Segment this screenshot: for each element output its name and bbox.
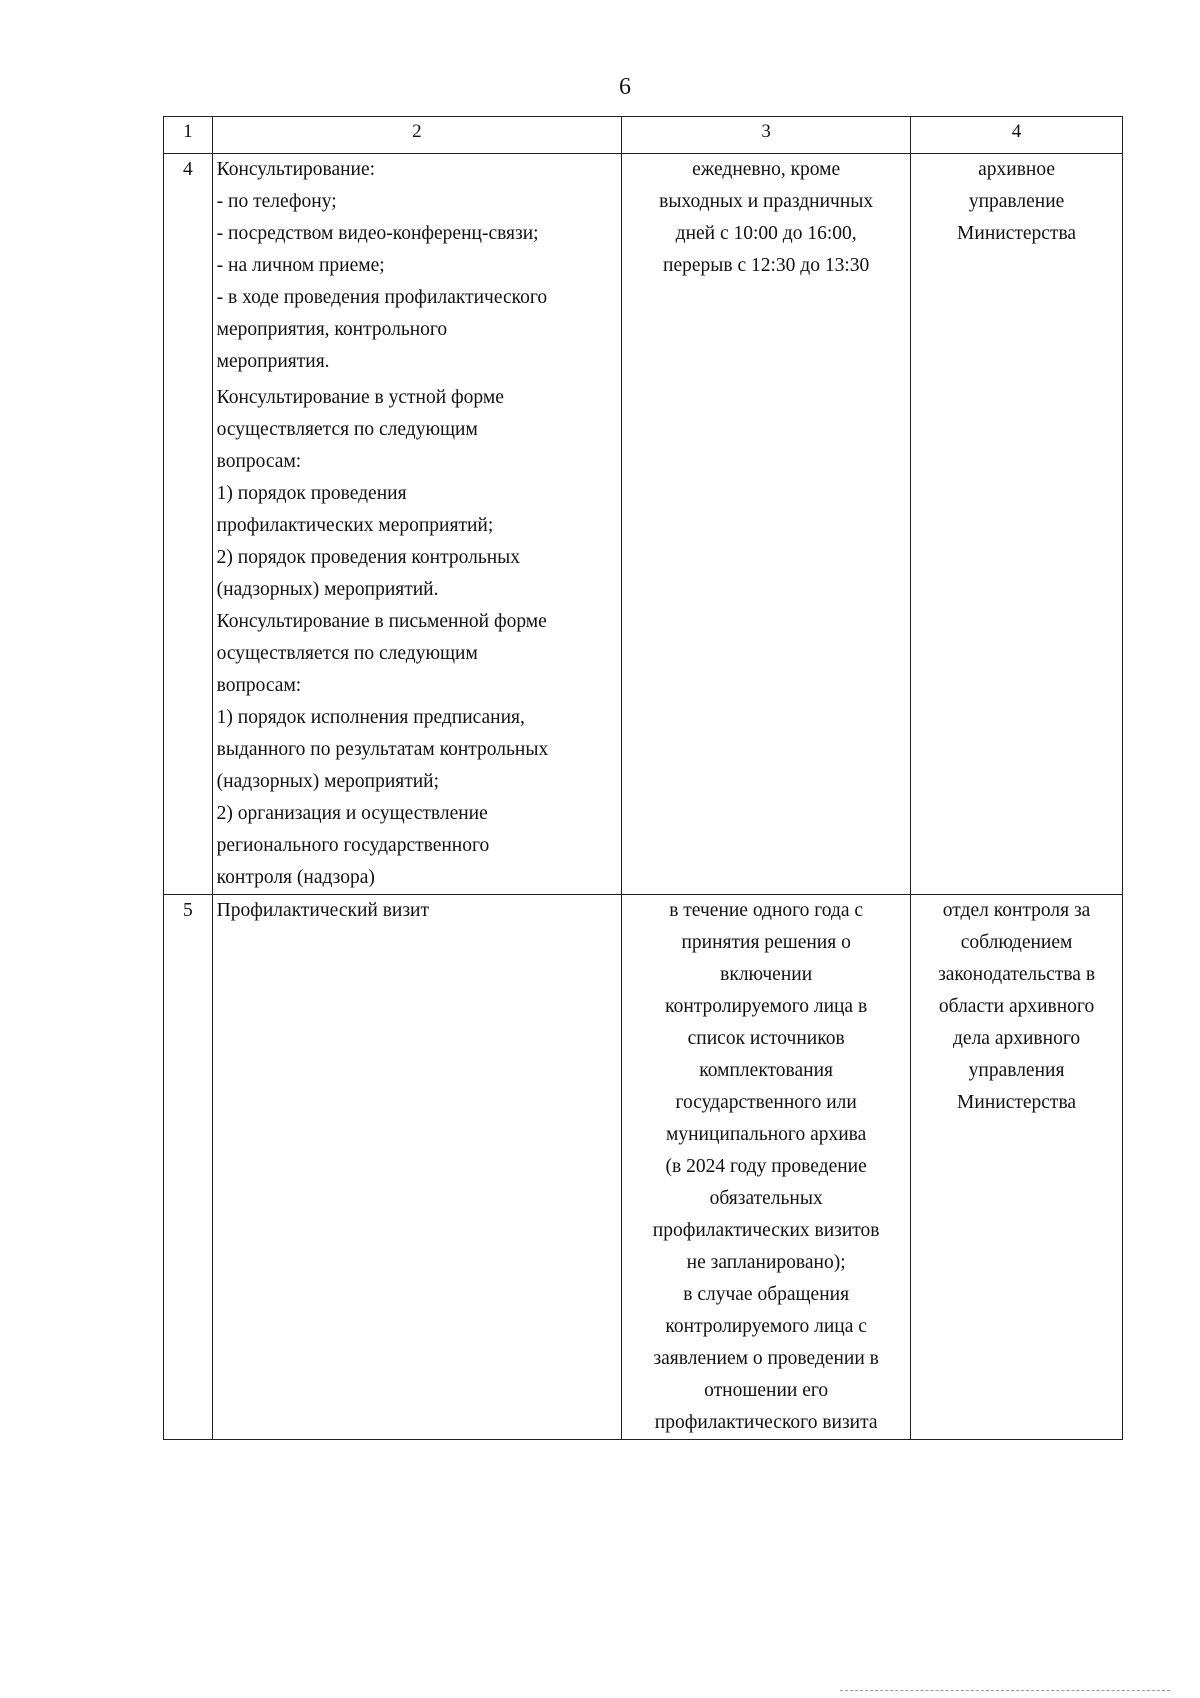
event-cell: [212, 154, 622, 895]
text-line: - посредством видео-конференц-связи;: [216, 223, 539, 244]
text-line: 2) порядок проведения контрольных: [216, 547, 521, 568]
scan-edge-divider: [840, 1690, 1170, 1691]
text-line: контроля (надзора): [216, 867, 375, 888]
text-line: профилактического визита: [654, 1412, 878, 1433]
row-number: 4: [164, 154, 213, 895]
text-line: регионального государственного: [216, 835, 490, 856]
header-cell-1: 1: [164, 117, 213, 154]
text-line: отношении его: [704, 1380, 829, 1401]
text-line: Консультирование:: [216, 159, 376, 180]
text-line: осуществляется по следующим: [216, 419, 478, 440]
text-line: - в ходе проведения профилактического: [216, 287, 548, 308]
responsible-cell: [911, 895, 1123, 1440]
text-line: обязательных: [709, 1188, 823, 1209]
row-number: 5: [164, 895, 213, 1440]
text-line: контролируемого лица в: [665, 996, 868, 1017]
text-line: Консультирование в устной форме: [216, 387, 504, 408]
text-line: осуществляется по следующим: [216, 643, 478, 664]
header-cell-2: 2: [212, 117, 622, 154]
responsible-cell: [911, 154, 1123, 895]
text-line: включении: [720, 964, 813, 985]
text-line: комплектования: [699, 1060, 833, 1081]
text-line: (надзорных) мероприятий.: [216, 579, 439, 600]
text-line: Министерства: [957, 1092, 1077, 1113]
text-line: управление: [968, 191, 1065, 212]
event-cell: [212, 895, 622, 1440]
text-line: архивное: [978, 159, 1055, 180]
table-header-row: [164, 117, 1123, 154]
text-line: области архивного: [938, 996, 1095, 1017]
text-line: (надзорных) мероприятий;: [216, 771, 440, 792]
text-line: дней с 10:00 до 16:00,: [675, 223, 857, 244]
plan-table: [163, 116, 1123, 1440]
text-line: вопросам:: [216, 675, 302, 696]
text-line: - на личном приеме;: [216, 255, 385, 276]
text-line: в течение одного года с: [669, 900, 864, 921]
text-line: Профилактический визит: [216, 900, 429, 921]
text-line: дела архивного: [953, 1028, 1081, 1049]
text-line: Министерства: [957, 223, 1077, 244]
text-line: 2) организация и осуществление: [216, 803, 488, 824]
text-line: вопросам:: [216, 451, 302, 472]
text-line: управления: [968, 1060, 1065, 1081]
table-row: [164, 895, 1123, 1440]
text-line: законодательства в: [938, 964, 1096, 985]
text-line: 1) порядок исполнения предписания,: [216, 707, 525, 728]
text-line: профилактических мероприятий;: [216, 515, 494, 536]
text-line: не запланировано);: [686, 1252, 846, 1273]
text-line: отдел контроля за: [942, 900, 1091, 921]
term-cell: [622, 154, 911, 895]
text-line: мероприятия, контрольного: [216, 319, 448, 340]
table-row: [164, 154, 1123, 895]
text-line: (в 2024 году проведение: [665, 1156, 867, 1177]
text-line: ежедневно, кроме: [692, 159, 841, 180]
text-line: в случае обращения: [683, 1284, 850, 1305]
text-line: профилактических визитов: [652, 1220, 880, 1241]
header-cell-3: 3: [622, 117, 911, 154]
header-cell-4: 4: [911, 117, 1123, 154]
text-line: государственного или: [675, 1092, 857, 1113]
text-line: контролируемого лица с: [665, 1316, 867, 1337]
text-line: принятия решения о: [681, 932, 851, 953]
text-line: список источников: [687, 1028, 845, 1049]
term-cell: [622, 895, 911, 1440]
text-line: заявлением о проведении в: [653, 1348, 879, 1369]
text-line: 1) порядок проведения: [216, 483, 407, 504]
text-line: мероприятия.: [216, 351, 330, 372]
text-line: выходных и праздничных: [659, 191, 874, 212]
text-line: выданного по результатам контрольных: [216, 739, 549, 760]
text-line: перерыв с 12:30 до 13:30: [663, 255, 870, 276]
text-line: Консультирование в письменной форме: [216, 611, 547, 632]
text-line: соблюдением: [960, 932, 1073, 953]
page-number: 6: [619, 74, 631, 100]
text-line: - по телефону;: [216, 191, 337, 212]
text-line: муниципального архива: [666, 1124, 867, 1145]
